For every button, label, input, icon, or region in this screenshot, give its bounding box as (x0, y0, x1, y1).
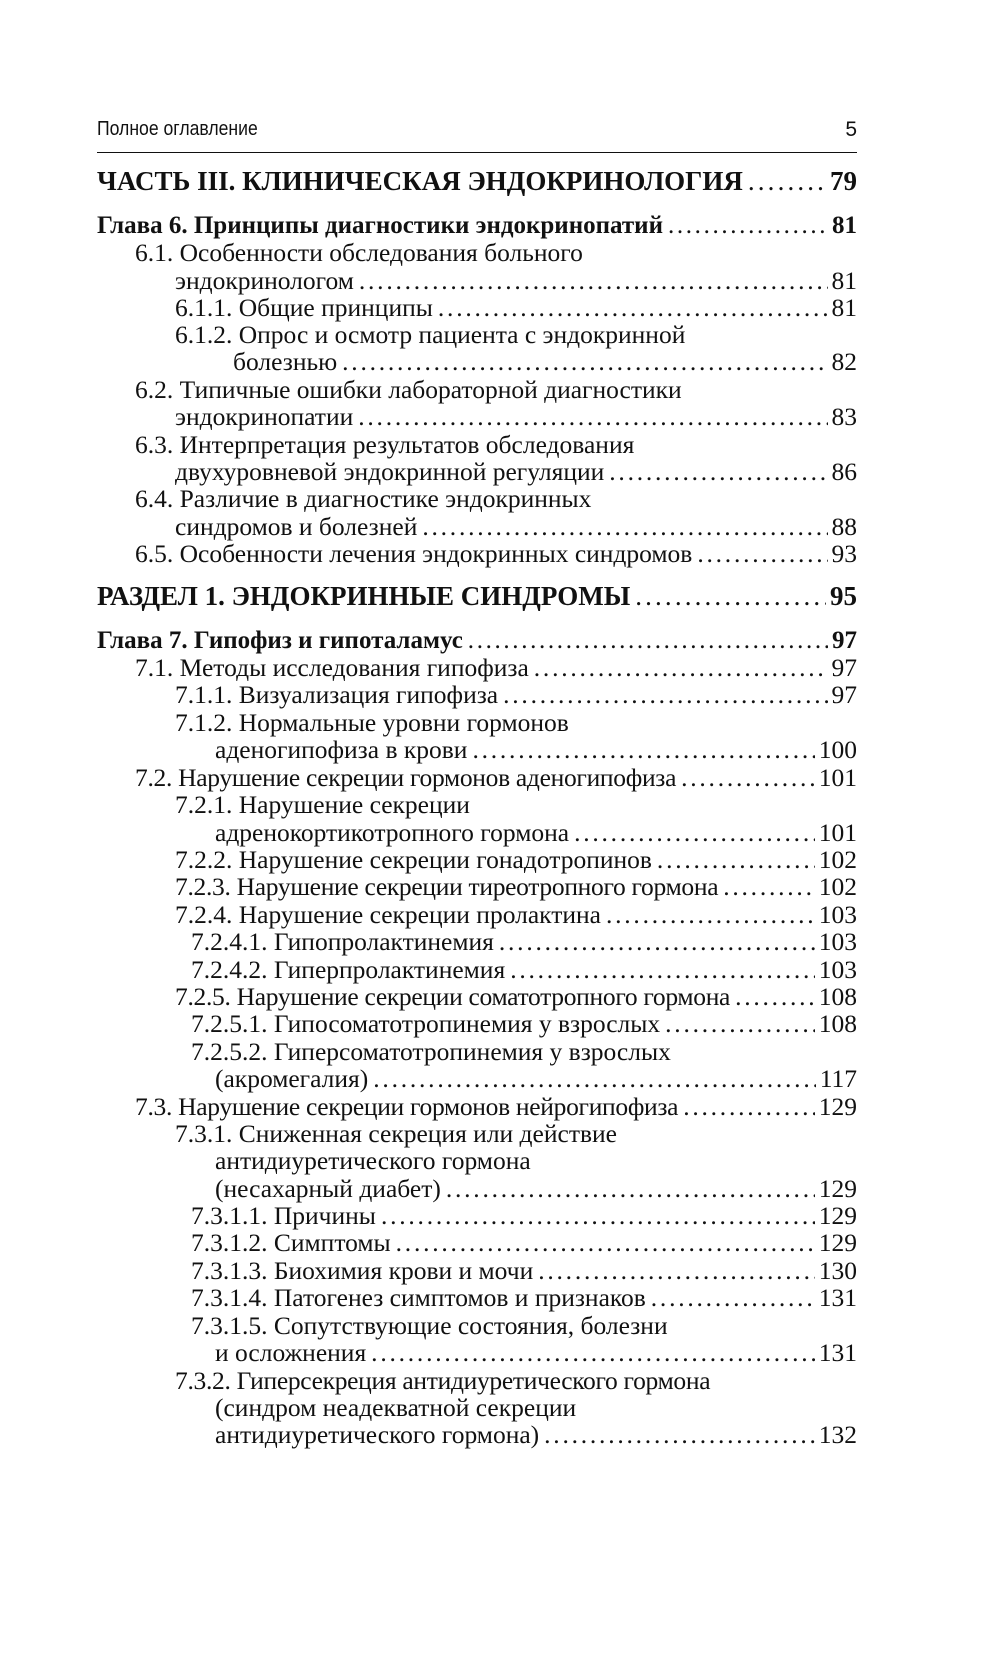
toc-leader-dots (422, 512, 827, 541)
toc-entry[interactable] (191, 1201, 857, 1230)
toc-page-number: 103 (818, 955, 857, 984)
toc-entry[interactable] (175, 790, 857, 819)
toc-entry-text: 6.1. Особенности обследования больного (135, 238, 583, 267)
toc-entry[interactable] (175, 320, 857, 349)
toc-entry[interactable] (135, 763, 857, 792)
toc-entry-continuation[interactable] (175, 266, 857, 295)
toc-page-number: 83 (831, 402, 857, 431)
toc-entry-continuation[interactable] (175, 457, 857, 486)
toc-page-number: 108 (818, 982, 857, 1011)
toc-entry-text: 6.2. Типичные ошибки лабораторной диагностики (135, 375, 682, 404)
toc-entry-text: ЧАСТЬ III. КЛИНИЧЕСКАЯ ЭНДОКРИНОЛОГИЯ (97, 166, 743, 196)
toc-part-heading[interactable] (97, 167, 857, 196)
toc-page-number: 129 (818, 1228, 857, 1257)
toc-entry-continuation[interactable] (233, 347, 857, 376)
toc-entry-text: эндокринопатии (175, 402, 354, 431)
toc-page-number: 81 (832, 212, 857, 239)
running-header-title: Полное оглавление (97, 118, 258, 140)
toc-entry-text: 7.2.2. Нарушение секреции гонадотропинов (175, 845, 652, 874)
toc-page-number: 79 (830, 166, 857, 196)
toc-entry-continuation[interactable] (215, 1420, 857, 1449)
toc-leader-dots (683, 1092, 815, 1121)
toc-entry-text: Глава 7. Гипофиз и гипоталамус (97, 627, 463, 654)
toc-leader-dots (748, 167, 826, 196)
toc-entry-text: и осложнения (215, 1338, 367, 1367)
toc-entry[interactable] (175, 872, 857, 901)
toc-page-number: 100 (818, 735, 857, 764)
toc-entry[interactable] (175, 1366, 857, 1395)
toc-entry-text: 7.3.1.2. Симптомы (191, 1228, 391, 1257)
toc-entry[interactable] (175, 982, 857, 1011)
toc-leader-dots (342, 347, 827, 376)
toc-entry-text: эндокринологом (175, 266, 354, 295)
toc-leader-dots (735, 982, 815, 1011)
toc-entry-text: 7.2.5. Нарушение секреции соматотропного гормона (175, 982, 731, 1011)
toc-page-number: 129 (818, 1201, 857, 1230)
toc-entry-text: 7.2.4. Нарушение секреции пролактина (175, 900, 601, 929)
toc-entry-text: 7.2.5.1. Гипосоматотропинемия у взрослых (191, 1009, 661, 1038)
toc-entry[interactable] (175, 845, 857, 874)
toc-entry-text: 6.4. Различие в диагностике эндокринных (135, 484, 592, 513)
toc-entry-text: аденогипофиза в крови (215, 735, 468, 764)
toc-page-number: 97 (831, 680, 857, 709)
toc-entry[interactable] (191, 1037, 857, 1066)
toc-entry[interactable] (135, 430, 857, 459)
toc-leader-dots (651, 1283, 815, 1312)
toc-leader-dots (574, 818, 815, 847)
toc-entry-text: болезнью (233, 347, 338, 376)
toc-leader-dots (468, 626, 828, 655)
toc-page-number: 108 (818, 1009, 857, 1038)
toc-entry-continuation[interactable] (215, 1146, 857, 1175)
toc-entry-text: (несахарный диабет) (215, 1174, 441, 1203)
toc-entry[interactable] (191, 955, 857, 984)
toc-entry-text: (акромегалия) (215, 1064, 369, 1093)
toc-section-heading[interactable] (97, 582, 857, 611)
toc-entry[interactable] (175, 680, 857, 709)
toc-page-number: 131 (818, 1283, 857, 1312)
toc-entry-text: 7.1. Методы исследования гипофиза (135, 653, 529, 682)
toc-chapter-heading[interactable] (97, 211, 857, 240)
toc-entry-text: 6.1.1. Общие принципы (175, 293, 433, 322)
toc-entry-text: 7.3.2. Гиперсекреция антидиуретического гормона (175, 1366, 711, 1395)
toc-leader-dots (681, 763, 815, 792)
toc-leader-dots (359, 266, 828, 295)
toc-entry-text: адренокортикотропного гормона (215, 818, 570, 847)
toc-entry[interactable] (175, 293, 857, 322)
toc-leader-dots (503, 680, 827, 709)
toc-entry-text: 6.5. Особенности лечения эндокринных синдромов (135, 539, 693, 568)
toc-entry-text: 7.2.4.1. Гипопролактинемия (191, 927, 494, 956)
toc-leader-dots (657, 845, 815, 874)
page-number: 5 (845, 118, 857, 141)
toc-leader-dots (609, 457, 827, 486)
toc-entry[interactable] (135, 653, 857, 682)
toc-leader-dots (510, 955, 815, 984)
toc-entry-continuation[interactable] (215, 818, 857, 847)
toc-leader-dots (358, 402, 827, 431)
toc-entry-text: 7.3. Нарушение секреции гормонов нейрогипофиза (135, 1092, 679, 1121)
toc-entry[interactable] (135, 238, 857, 267)
toc-entry[interactable] (135, 484, 857, 513)
toc-entry-text: 7.2.5.2. Гиперсоматотропинемия у взрослых (191, 1037, 671, 1066)
toc-leader-dots (499, 927, 815, 956)
toc-entry[interactable] (175, 708, 857, 737)
toc-entry[interactable] (175, 1119, 857, 1148)
toc-entry-text: 7.1.1. Визуализация гипофиза (175, 680, 499, 709)
toc-entry-continuation[interactable] (215, 735, 857, 764)
toc-entry[interactable] (135, 539, 857, 568)
toc-entry[interactable] (175, 900, 857, 929)
toc-leader-dots (665, 1009, 815, 1038)
toc-entry-text: 7.3.1.3. Биохимия крови и мочи (191, 1256, 534, 1285)
toc-page-number: 101 (818, 763, 857, 792)
toc-entry-text: 7.1.2. Нормальные уровни гормонов (175, 708, 569, 737)
toc-leader-dots (544, 1420, 815, 1449)
toc-entry-continuation[interactable] (215, 1174, 857, 1203)
toc-leader-dots (373, 1064, 815, 1093)
toc-page-number: 88 (831, 512, 857, 541)
toc-leader-dots (606, 900, 815, 929)
toc-page-number: 131 (818, 1338, 857, 1367)
toc-entry[interactable] (191, 1283, 857, 1312)
toc-entry-text: 7.2.3. Нарушение секреции тиреотропного гормона (175, 872, 719, 901)
toc-leader-dots (472, 735, 814, 764)
toc-entry[interactable] (135, 1092, 857, 1121)
toc-entry-text: антидиуретического гормона (215, 1146, 531, 1175)
toc-page-number: 95 (830, 581, 857, 611)
toc-entry-text: Глава 6. Принципы диагностики эндокринопатий (97, 212, 663, 239)
toc-page-number: 97 (831, 653, 857, 682)
toc-entry-continuation[interactable] (175, 512, 857, 541)
toc-leader-dots (723, 872, 815, 901)
toc-leader-dots (697, 539, 827, 568)
toc-entry-text: РАЗДЕЛ 1. ЭНДОКРИННЫЕ СИНДРОМЫ (97, 581, 631, 611)
toc-entry-text: 7.3.1.1. Причины (191, 1201, 376, 1230)
toc-page-number: 102 (818, 872, 857, 901)
toc-leader-dots (371, 1338, 815, 1367)
toc-entry[interactable] (135, 375, 857, 404)
toc-leader-dots (438, 293, 828, 322)
toc-page-number: 81 (831, 293, 857, 322)
toc-page-number: 130 (818, 1256, 857, 1285)
toc-page-number: 81 (831, 266, 857, 295)
toc-entry-text: 7.3.1.4. Патогенез симптомов и признаков (191, 1283, 646, 1312)
toc-page-number: 102 (818, 845, 857, 874)
toc-entry[interactable] (191, 1009, 857, 1038)
toc-page-number: 82 (831, 347, 857, 376)
toc-leader-dots (446, 1174, 815, 1203)
toc-entry[interactable] (191, 1228, 857, 1257)
toc-entry-text: 7.2. Нарушение секреции гормонов аденогипофиза (135, 763, 677, 792)
toc-page-number: 132 (818, 1420, 857, 1449)
toc-entry[interactable] (191, 1311, 857, 1340)
toc-entry-text: 6.3. Интерпретация результатов обследования (135, 430, 635, 459)
toc-leader-dots (396, 1228, 815, 1257)
toc-page-number: 86 (831, 457, 857, 486)
toc-entry-text: синдромов и болезней (175, 512, 418, 541)
toc-page-number: 103 (818, 900, 857, 929)
toc-leader-dots (538, 1256, 815, 1285)
toc-page-number: 129 (818, 1174, 857, 1203)
toc-entry[interactable] (191, 1256, 857, 1285)
toc-entry[interactable] (191, 927, 857, 956)
toc-entry-text: (синдром неадекватной секреции (215, 1393, 577, 1422)
toc-entry-text: 7.3.1.5. Сопутствующие состояния, болезни (191, 1311, 668, 1340)
toc-entry-text: антидиуретического гормона) (215, 1420, 540, 1449)
toc-entry-continuation[interactable] (175, 402, 857, 431)
toc-entry-text: двухуровневой эндокринной регуляции (175, 457, 605, 486)
toc-entry-text: 7.2.1. Нарушение секреции (175, 790, 470, 819)
toc-page-number: 97 (832, 627, 857, 654)
toc-page-number: 93 (831, 539, 857, 568)
toc-leader-dots (381, 1201, 815, 1230)
toc-leader-dots (534, 653, 828, 682)
toc-chapter-heading[interactable] (97, 626, 857, 655)
toc-entry-text: 7.2.4.2. Гиперпролактинемия (191, 955, 506, 984)
toc-page-number: 103 (818, 927, 857, 956)
toc-page-number: 129 (818, 1092, 857, 1121)
toc-entry-continuation[interactable] (215, 1393, 857, 1422)
toc-page-number: 101 (818, 818, 857, 847)
toc-page-number: 117 (819, 1064, 857, 1093)
toc-entry-text: 7.3.1. Сниженная секреция или действие (175, 1119, 617, 1148)
toc-leader-dots (635, 582, 826, 611)
toc-leader-dots (668, 211, 828, 240)
toc-entry-text: 6.1.2. Опрос и осмотр пациента с эндокринной (175, 320, 686, 349)
toc-entry-continuation[interactable] (215, 1338, 857, 1367)
toc-entry-continuation[interactable] (215, 1064, 857, 1093)
